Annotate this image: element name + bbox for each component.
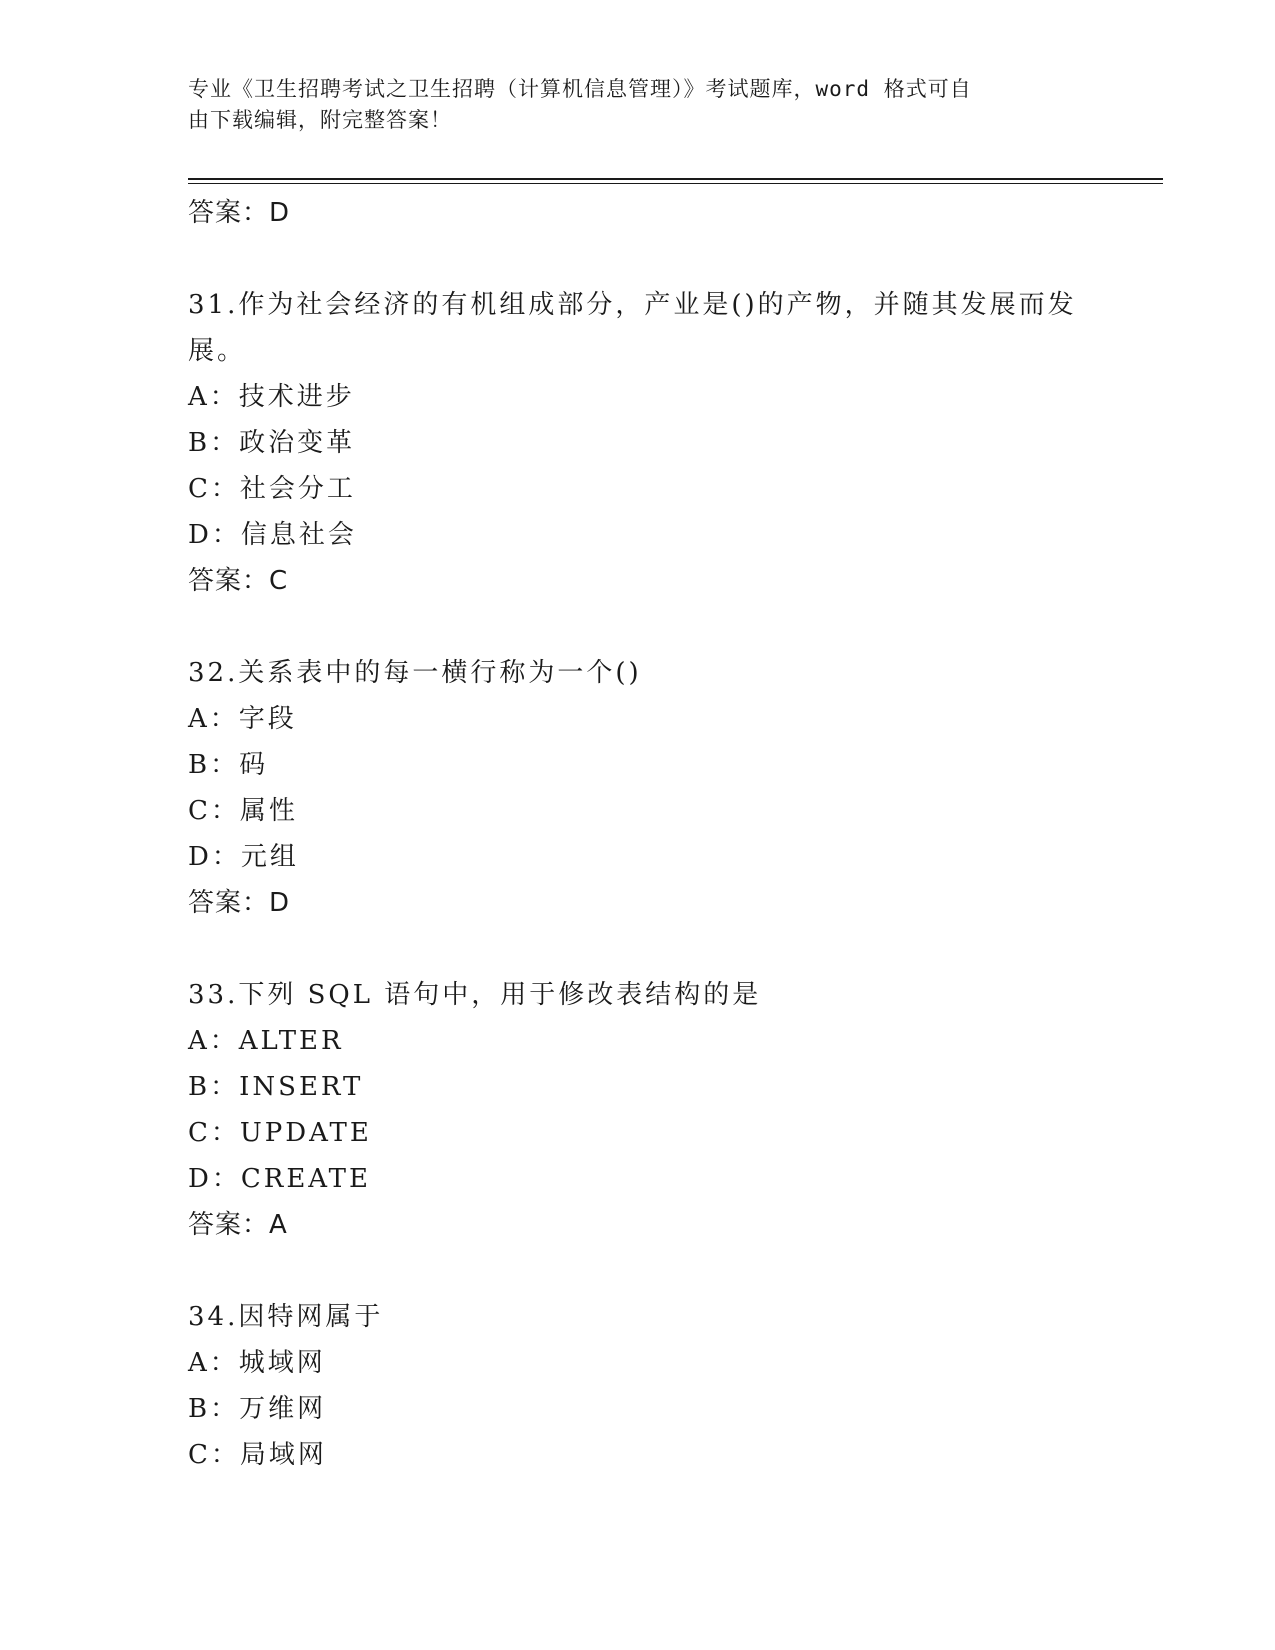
answer: 答案：C — [188, 566, 289, 596]
question-stem: 32.关系表中的每一横行称为一个() — [188, 658, 642, 688]
question-33 — [188, 972, 1088, 1248]
option-a: A：技术进步 — [188, 382, 355, 412]
answer: 答案：A — [188, 1210, 288, 1240]
option-b: B：政治变革 — [188, 428, 356, 458]
question-stem: 34.因特网属于 — [188, 1302, 384, 1332]
question-34 — [188, 1294, 1088, 1478]
option-a: A：ALTER — [188, 1026, 344, 1056]
question-31 — [188, 282, 1088, 604]
option-a: A：城域网 — [188, 1348, 326, 1378]
option-d: D：CREATE — [188, 1164, 371, 1194]
answer: 答案：D — [188, 888, 291, 918]
header-line-1: 专业《卫生招聘考试之卫生招聘（计算机信息管理）》考试题库，word 格式可自 — [188, 77, 972, 101]
option-b: B：码 — [188, 750, 269, 780]
header-divider-thick — [188, 178, 1163, 180]
option-c: C：UPDATE — [188, 1118, 372, 1148]
document-header — [188, 74, 1068, 136]
previous-answer: 答案：D — [188, 198, 291, 228]
header-line-2: 由下载编辑，附完整答案！ — [188, 108, 452, 132]
option-c: C：社会分工 — [188, 474, 356, 504]
option-b: B：INSERT — [188, 1072, 364, 1102]
question-stem: 33.下列 SQL 语句中，用于修改表结构的是 — [188, 980, 762, 1010]
question-list — [188, 190, 1088, 1478]
question-32 — [188, 650, 1088, 926]
option-c: C：属性 — [188, 796, 298, 826]
option-b: B：万维网 — [188, 1394, 327, 1424]
option-d: D：元组 — [188, 842, 299, 872]
option-a: A：字段 — [188, 704, 297, 734]
header-divider-thin — [188, 183, 1163, 184]
option-c: C：局域网 — [188, 1440, 327, 1470]
option-d: D：信息社会 — [188, 520, 357, 550]
question-stem: 31.作为社会经济的有机组成部分，产业是()的产物，并随其发展而发展。 — [188, 290, 1077, 366]
